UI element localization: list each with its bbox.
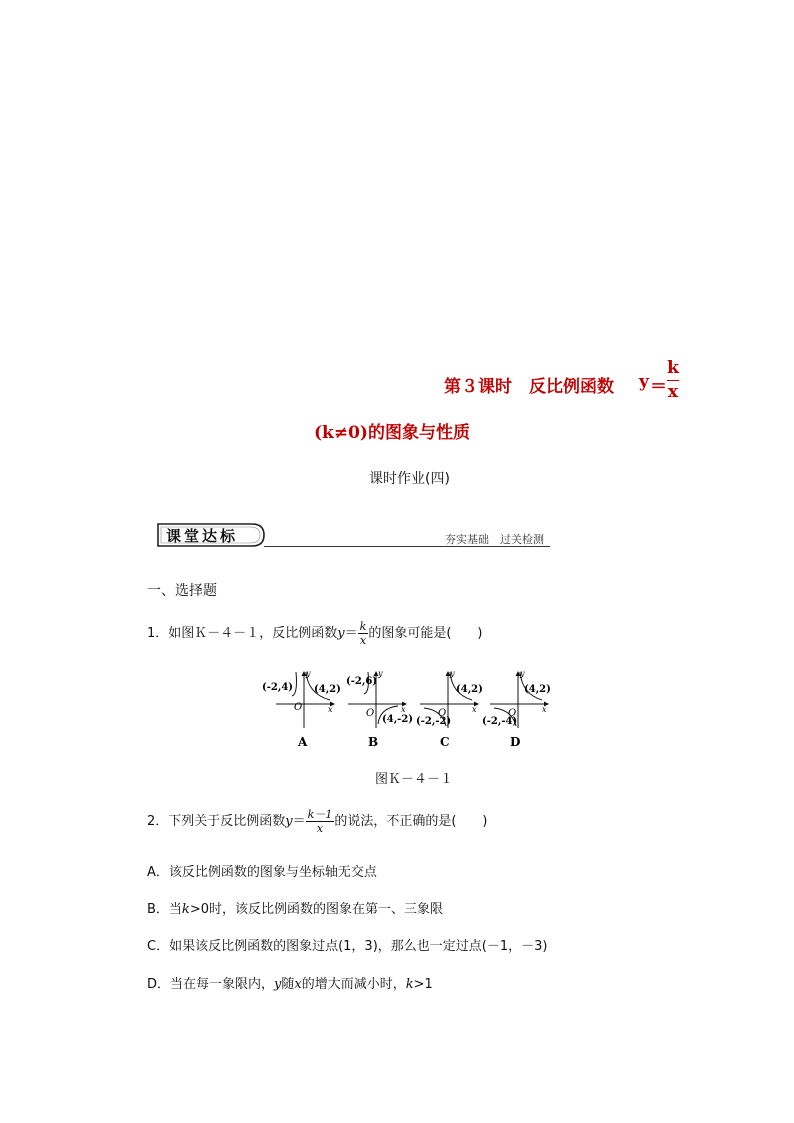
- option-d-suffix: >1: [413, 977, 433, 992]
- option-b-suffix: >0时，该反比例函数的图象在第一、三象限: [189, 902, 443, 917]
- graph-c-origin: O: [438, 708, 447, 719]
- fraction-denominator: x: [667, 382, 679, 402]
- graph-a-label-1: (-2,4): [262, 682, 294, 693]
- question-1-suffix: 的图象可能是( ): [368, 626, 483, 641]
- graph-d-label-2: (-2,-4): [482, 716, 518, 727]
- option-a: A．该反比例函数的图象与坐标轴无交点: [147, 865, 377, 880]
- graph-c-label-1: (4,2): [456, 684, 483, 695]
- figure-k-4-1: [258, 668, 558, 754]
- graph-a-letter: A: [298, 735, 308, 749]
- graph-b-label-2: (4,-2): [382, 714, 414, 725]
- graph-a: [262, 669, 341, 749]
- banner-tagline: 夯实基础 过关检测: [445, 533, 544, 546]
- question-1-fraction: [358, 620, 369, 647]
- graph-b-x: x: [401, 705, 406, 714]
- section-title: 一、选择题: [147, 583, 217, 599]
- question-1: [147, 620, 482, 647]
- option-b-var: k: [181, 902, 190, 917]
- lesson-title-equals: ＝: [650, 377, 667, 397]
- graph-b-label-1: (-2,6): [346, 676, 378, 687]
- fraction-denominator: x: [359, 634, 367, 647]
- fraction-numerator: k: [667, 358, 679, 378]
- option-c: C．如果该反比例函数的图象过点(1，3)，那么也一定过点(－1，－3): [147, 939, 548, 954]
- question-1-prefix: 1．如图Ｋ－４－１，反比例函数: [147, 626, 338, 641]
- option-b: [147, 898, 443, 917]
- question-2-suffix: 的说法，不正确的是( ): [334, 814, 488, 829]
- question-1-var: y: [337, 626, 345, 641]
- lesson-title: [444, 358, 684, 404]
- graph-a-x: x: [328, 705, 333, 714]
- option-d: [147, 973, 433, 992]
- graph-b-origin: O: [366, 708, 375, 719]
- graph-d-letter: D: [510, 735, 521, 749]
- graph-c-x: x: [472, 705, 477, 714]
- section-banner: [156, 522, 266, 548]
- lesson-title-variable: y: [639, 372, 649, 392]
- option-d-mid-1: 随: [281, 977, 295, 992]
- graph-d-label-1: (4,2): [524, 684, 551, 695]
- question-2: [147, 808, 487, 835]
- option-d-mid-2: 的增大而减小时，: [301, 977, 406, 992]
- graph-c-label-2: (-2,-2): [416, 716, 452, 727]
- fraction-denominator: x: [316, 822, 324, 835]
- graph-b: [346, 669, 413, 749]
- graph-b-letter: B: [368, 735, 379, 749]
- graph-d-y: y: [520, 669, 525, 678]
- figure-caption: 图Ｋ－４－１: [375, 772, 454, 787]
- banner-label: 课堂达标: [166, 527, 239, 545]
- graph-d: [482, 669, 551, 749]
- lesson-title-main: 第３课时 反比例函数: [444, 377, 614, 397]
- fraction-numerator: k: [359, 620, 367, 633]
- option-d-var-2: x: [294, 977, 302, 992]
- graph-c-letter: C: [440, 735, 450, 749]
- fraction-numerator: k－1: [307, 808, 333, 821]
- option-d-prefix: D．当在每一象限内，: [147, 977, 275, 992]
- graph-a-label-2: (4,2): [314, 684, 341, 695]
- graph-d-x: x: [542, 705, 547, 714]
- homework-subtitle: 课时作业(四): [369, 471, 450, 487]
- fraction-bar: [667, 380, 679, 381]
- graph-a-origin: O: [294, 702, 303, 713]
- graph-b-y: y: [378, 669, 383, 678]
- graph-c-y: y: [450, 669, 455, 678]
- option-b-prefix: B．当: [147, 902, 182, 917]
- option-d-var-1: y: [274, 977, 282, 992]
- question-2-fraction: [306, 808, 335, 835]
- graph-d-origin: O: [508, 708, 517, 719]
- question-2-var: y: [285, 814, 293, 829]
- graph-a-y: y: [306, 669, 311, 678]
- question-2-eq: ＝: [292, 814, 306, 829]
- question-1-eq: ＝: [344, 626, 358, 641]
- question-2-prefix: 2．下列关于反比例函数: [147, 814, 286, 829]
- graph-c: [416, 669, 483, 749]
- lesson-title-continued: (k≠0)的图象与性质: [314, 423, 470, 443]
- option-d-var-3: k: [405, 977, 414, 992]
- graphs-svg: [258, 668, 558, 754]
